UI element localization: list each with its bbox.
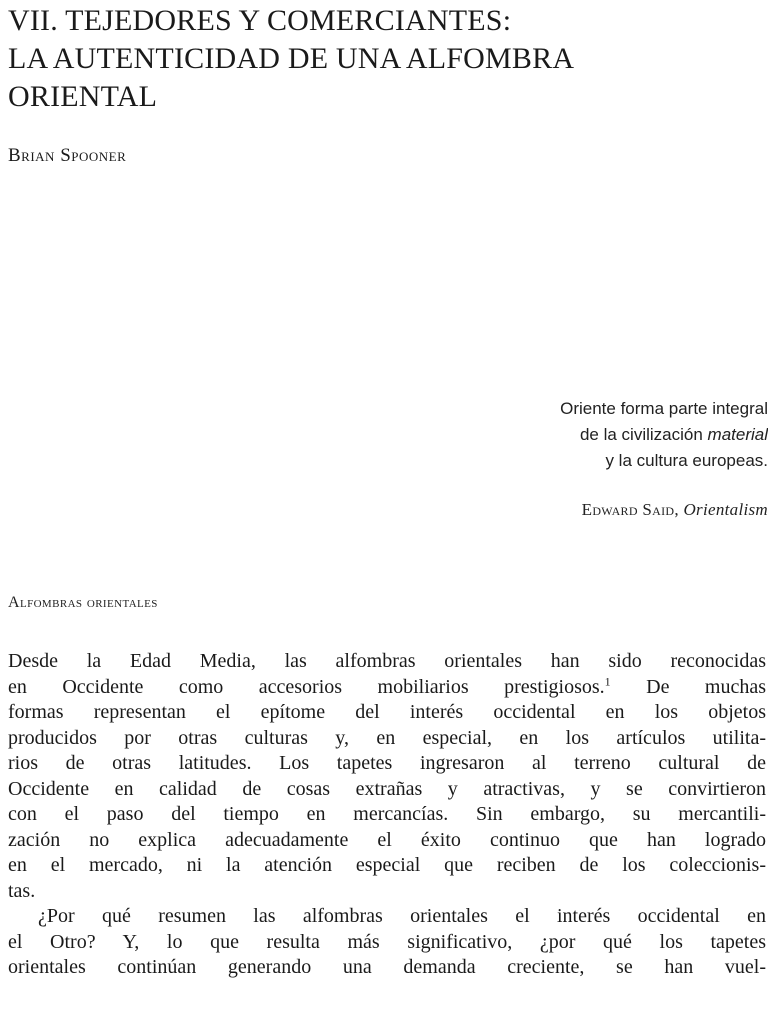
paragraph-line: Occidente en calidad de cosas extrañas y atractivas, y se convirtieron <box>8 777 766 800</box>
paragraph-line: Desde la Edad Media, las alfombras orientales han sido reconocidas <box>8 650 766 672</box>
paragraph-line: en el mercado, ni la atención especial que reciben de los coleccionis- <box>8 854 766 876</box>
paragraph-text: en Occidente como accesorios mobiliarios prestigiosos. <box>8 675 605 698</box>
paragraph-line: formas representan el epítome del interés occidental en los objetos <box>8 701 766 723</box>
epigraph-emphasis: material <box>707 425 768 444</box>
chapter-title-line: VII. TEJEDORES Y COMERCIANTES: <box>8 4 512 37</box>
epigraph-line: y la cultura europeas. <box>605 451 768 470</box>
epigraph-line <box>348 422 768 448</box>
paragraph-line: el Otro? Y, lo que resulta más significativo, ¿por qué los tapetes <box>8 930 766 953</box>
epigraph-line: Oriente forma parte integral <box>560 399 768 418</box>
chapter-title <box>8 2 748 116</box>
paragraph-line: orientales continúan generando una demanda creciente, se han vuel- <box>8 956 766 978</box>
section-heading: Alfombras orientales <box>8 594 158 611</box>
epigraph-quote <box>348 396 768 474</box>
body-text <box>8 649 766 981</box>
chapter-title-line: LA AUTENTICIDAD DE UNA ALFOMBRA <box>8 42 575 75</box>
paragraph-line: ¿Por qué resumen las alfombras orientales el interés occidental en <box>38 905 766 927</box>
footnote-marker[interactable]: 1 <box>604 673 611 688</box>
paragraph-line: zación no explica adecuadamente el éxito continuo que han logrado <box>8 828 766 851</box>
epigraph-source-work: Orientalism <box>683 500 768 519</box>
epigraph-text: de la civilización <box>579 425 708 444</box>
paragraph-text: De muchas <box>610 675 766 698</box>
paragraph-line: tas. <box>8 879 36 902</box>
chapter-title-line: ORIENTAL <box>8 80 158 113</box>
author-name: Brian Spooner <box>8 145 127 166</box>
paragraph-line: rios de otras latitudes. Los tapetes ingresaron al terreno cultural de <box>8 752 766 774</box>
epigraph-source <box>582 500 768 520</box>
epigraph-source-author: Edward Said, <box>581 500 684 519</box>
paragraph-line <box>8 675 766 701</box>
paragraph-line: producidos por otras culturas y, en especial, en los artículos utilita- <box>8 726 766 749</box>
paragraph-line: con el paso del tiempo en mercancías. Sin embargo, su mercantili- <box>8 803 766 825</box>
